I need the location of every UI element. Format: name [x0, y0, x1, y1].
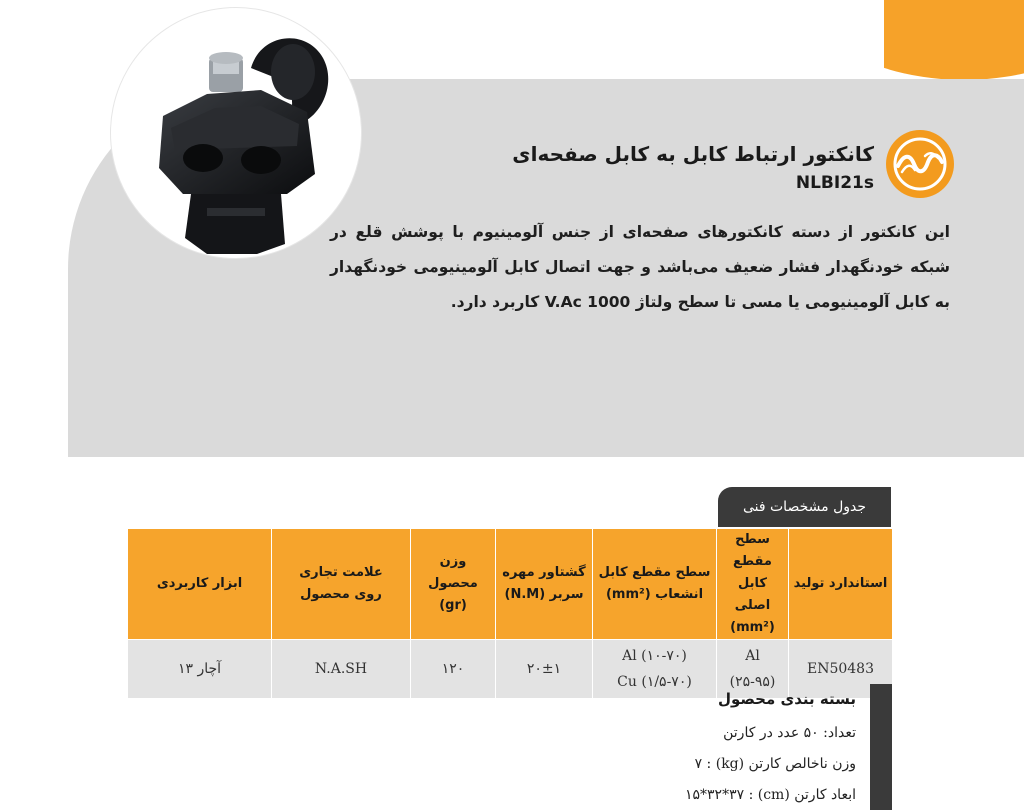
- spec-cell: Al (۱۰-۷۰) Cu (۱/۵-۷۰): [593, 640, 717, 699]
- packaging-weight: وزن ناخالص کارتن (kg) : ۷: [694, 756, 856, 772]
- packaging-quantity: تعداد: ۵۰ عدد در کارتن: [723, 725, 856, 741]
- spec-cell: آچار ۱۳: [128, 640, 272, 699]
- wave-logo-icon: [886, 130, 954, 198]
- brand-logo: [886, 130, 954, 198]
- product-image: [111, 8, 361, 258]
- spec-cell: EN50483: [789, 640, 893, 699]
- spec-cell: Al (۲۵-۹۵): [717, 640, 789, 699]
- spec-header-cell: سطح مقطع کابل انشعاب (mm²): [593, 529, 717, 640]
- spec-header-cell: استاندارد تولید: [789, 529, 893, 640]
- packaging-dimensions: ابعاد کارتن (cm) : ۱۵*۳۲*۳۷: [685, 787, 856, 803]
- spec-header-cell: ابزار کاربردی: [128, 529, 272, 640]
- spec-cell: ۲۰±۱: [496, 640, 593, 699]
- spec-cell: N.A.SH: [272, 640, 411, 699]
- connector-photo-icon: [111, 8, 361, 258]
- product-description: این کانکتور از دسته کانکتورهای صفحه‌ای از جنس آلومینیوم با پوشش قلع در شبکه خودنگهدار فشار ضعیف می‌باشد و جهت اتصال کابل آلومینیومی خودنگهدار به کابل آلومینیومی یا مسی تا سطح ولتاژ 1000 V.Ac کاربرد دارد.: [330, 223, 950, 311]
- product-model: NLBI21s: [795, 173, 874, 193]
- product-title: کانکتور ارتباط کابل به کابل صفحه‌ای: [512, 142, 874, 166]
- packaging-title: بسته بندی محصول: [717, 690, 856, 708]
- spec-cell: ۱۲۰: [411, 640, 496, 699]
- orange-corner-decoration: [884, 0, 1024, 80]
- packaging-accent-bar: [870, 684, 892, 810]
- spec-table: [127, 528, 893, 699]
- spec-header-cell: گشتاور مهره سربر (N.M): [496, 529, 593, 640]
- packaging-section: [496, 688, 856, 811]
- spec-table-header-row: [128, 529, 893, 640]
- spec-header-cell: علامت تجاری روی محصول: [272, 529, 411, 640]
- spec-header-cell: سطح مقطع کابل اصلی (mm²): [717, 529, 789, 640]
- spec-header-cell: وزن محصول (gr): [411, 529, 496, 640]
- spec-table-label: جدول مشخصات فنی: [718, 487, 891, 527]
